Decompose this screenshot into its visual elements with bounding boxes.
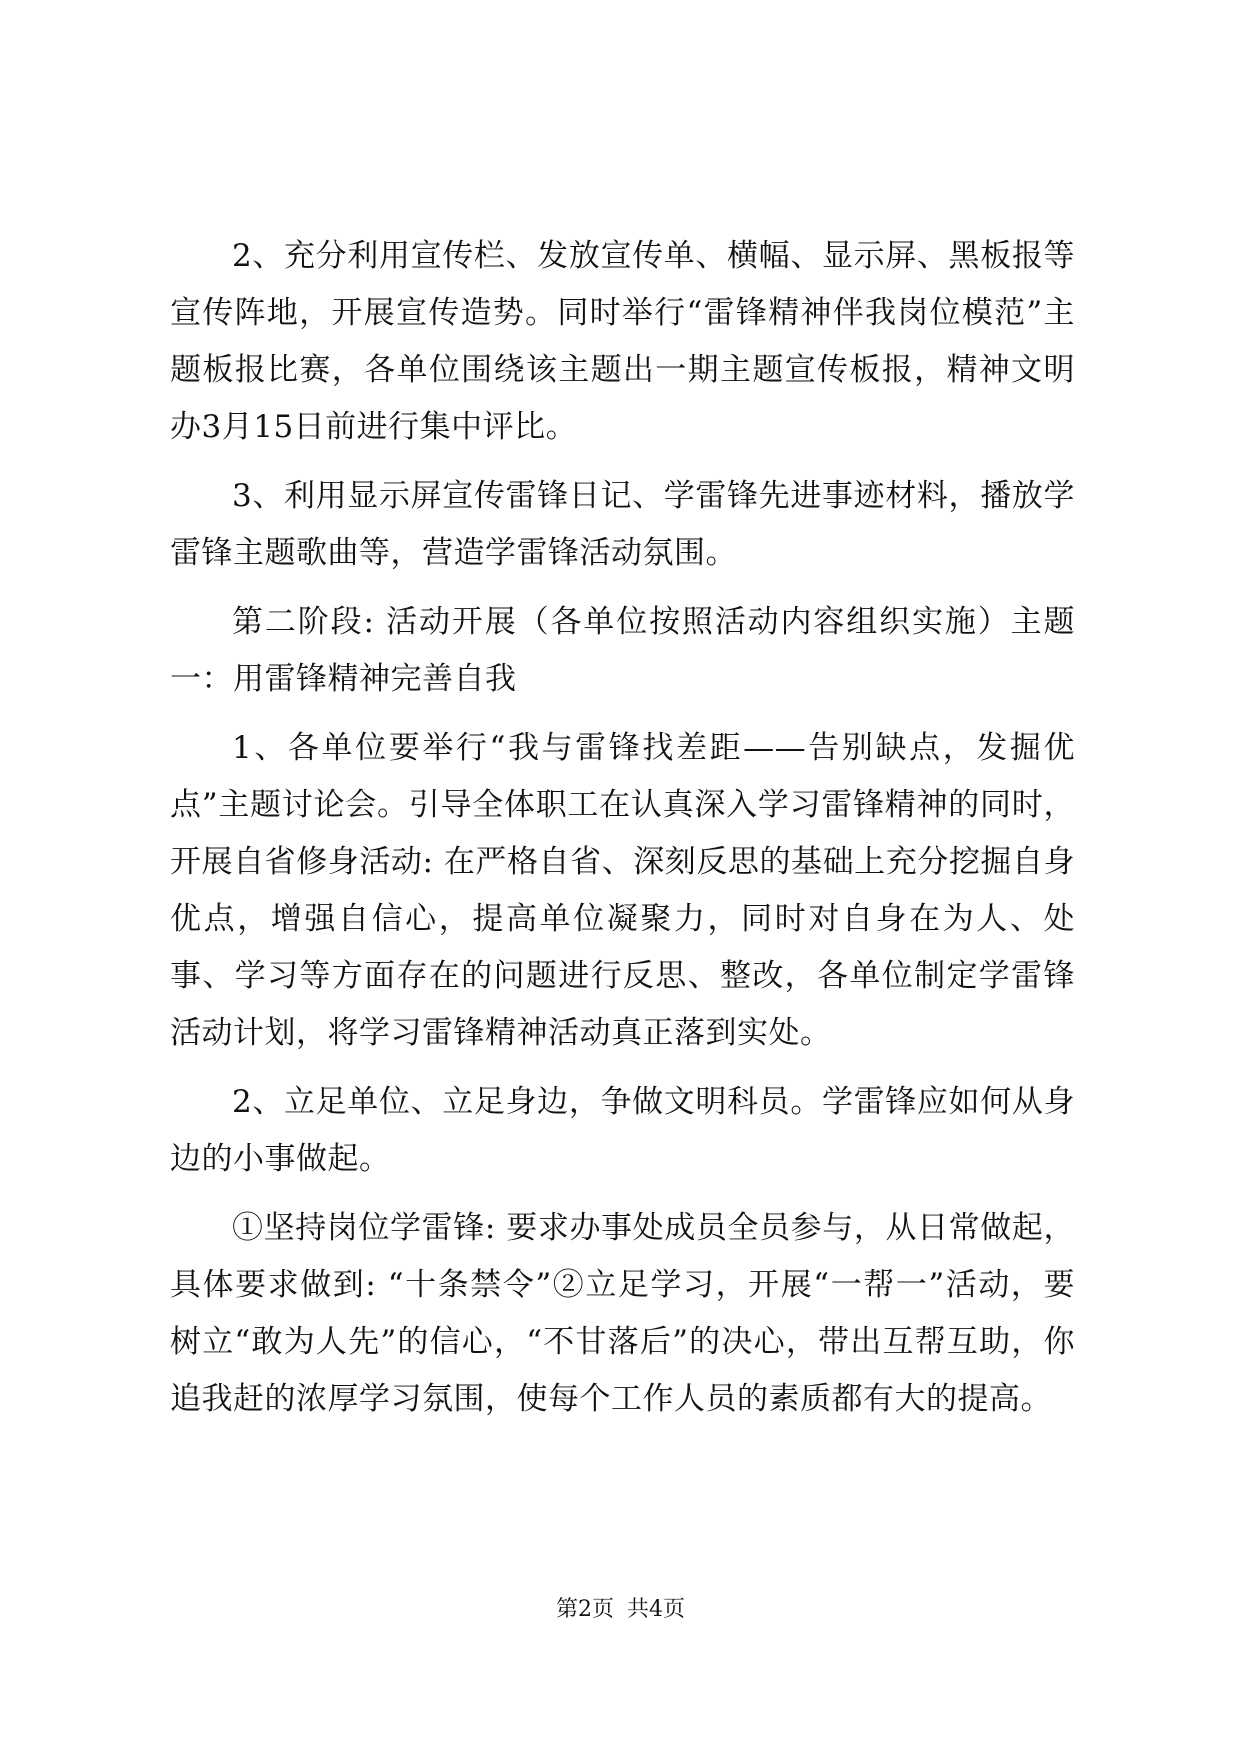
paragraph-civilized-staff: 2、立足单位、立足身边，争做文明科员。学雷锋应如何从身边的小事做起。 [170,1084,1075,1177]
document-body [170,228,1075,1440]
paragraph-stage-two-heading: 第二阶段: 活动开展（各单位按照活动内容组织实施）主题一：用雷锋精神完善自我 [170,604,1075,697]
paragraph-display-screen: 3、利用显示屏宣传雷锋日记、学雷锋先进事迹材料，播放学雷锋主题歌曲等，营造学雷锋活动氛围。 [170,478,1075,571]
paragraph-publicity-boards: 2、充分利用宣传栏、发放宣传单、横幅、显示屏、黑板报等宣传阵地，开展宣传造势。同时举行“雷锋精神伴我岗位模范”主题板报比赛，各单位围绕该主题出一期主题宣传板报，精神文明办3月15日前进行集中评比。 [170,238,1075,445]
paragraph-discussion-meeting: 1、各单位要举行“我与雷锋找差距——告别缺点，发掘优点”主题讨论会。引导全体职工在认真深入学习雷锋精神的同时，开展自省修身活动: 在严格自省、深刻反思的基础上充分挖掘自身优点，增强自信心，提高单位凝聚力，同时对自身在为人、处事、学习等方面存在的问题进行反思、整改，各单位制定学雷锋活动计划，将学习雷锋精神活动真正落到实处。 [170,730,1075,1051]
paragraph-post-learning: ①坚持岗位学雷锋: 要求办事处成员全员参与，从日常做起，具体要求做到: “十条禁令”②立足学习，开展“一帮一”活动，要树立“敢为人先”的信心，“不甘落后”的决心，带出互帮互助，你追我赶的浓厚学习氛围，使每个工作人员的素质都有大的提高。 [170,1210,1075,1417]
page-number: 第2页 [556,1597,614,1622]
page-total: 共4页 [627,1597,685,1622]
page-footer [0,1595,1241,1625]
